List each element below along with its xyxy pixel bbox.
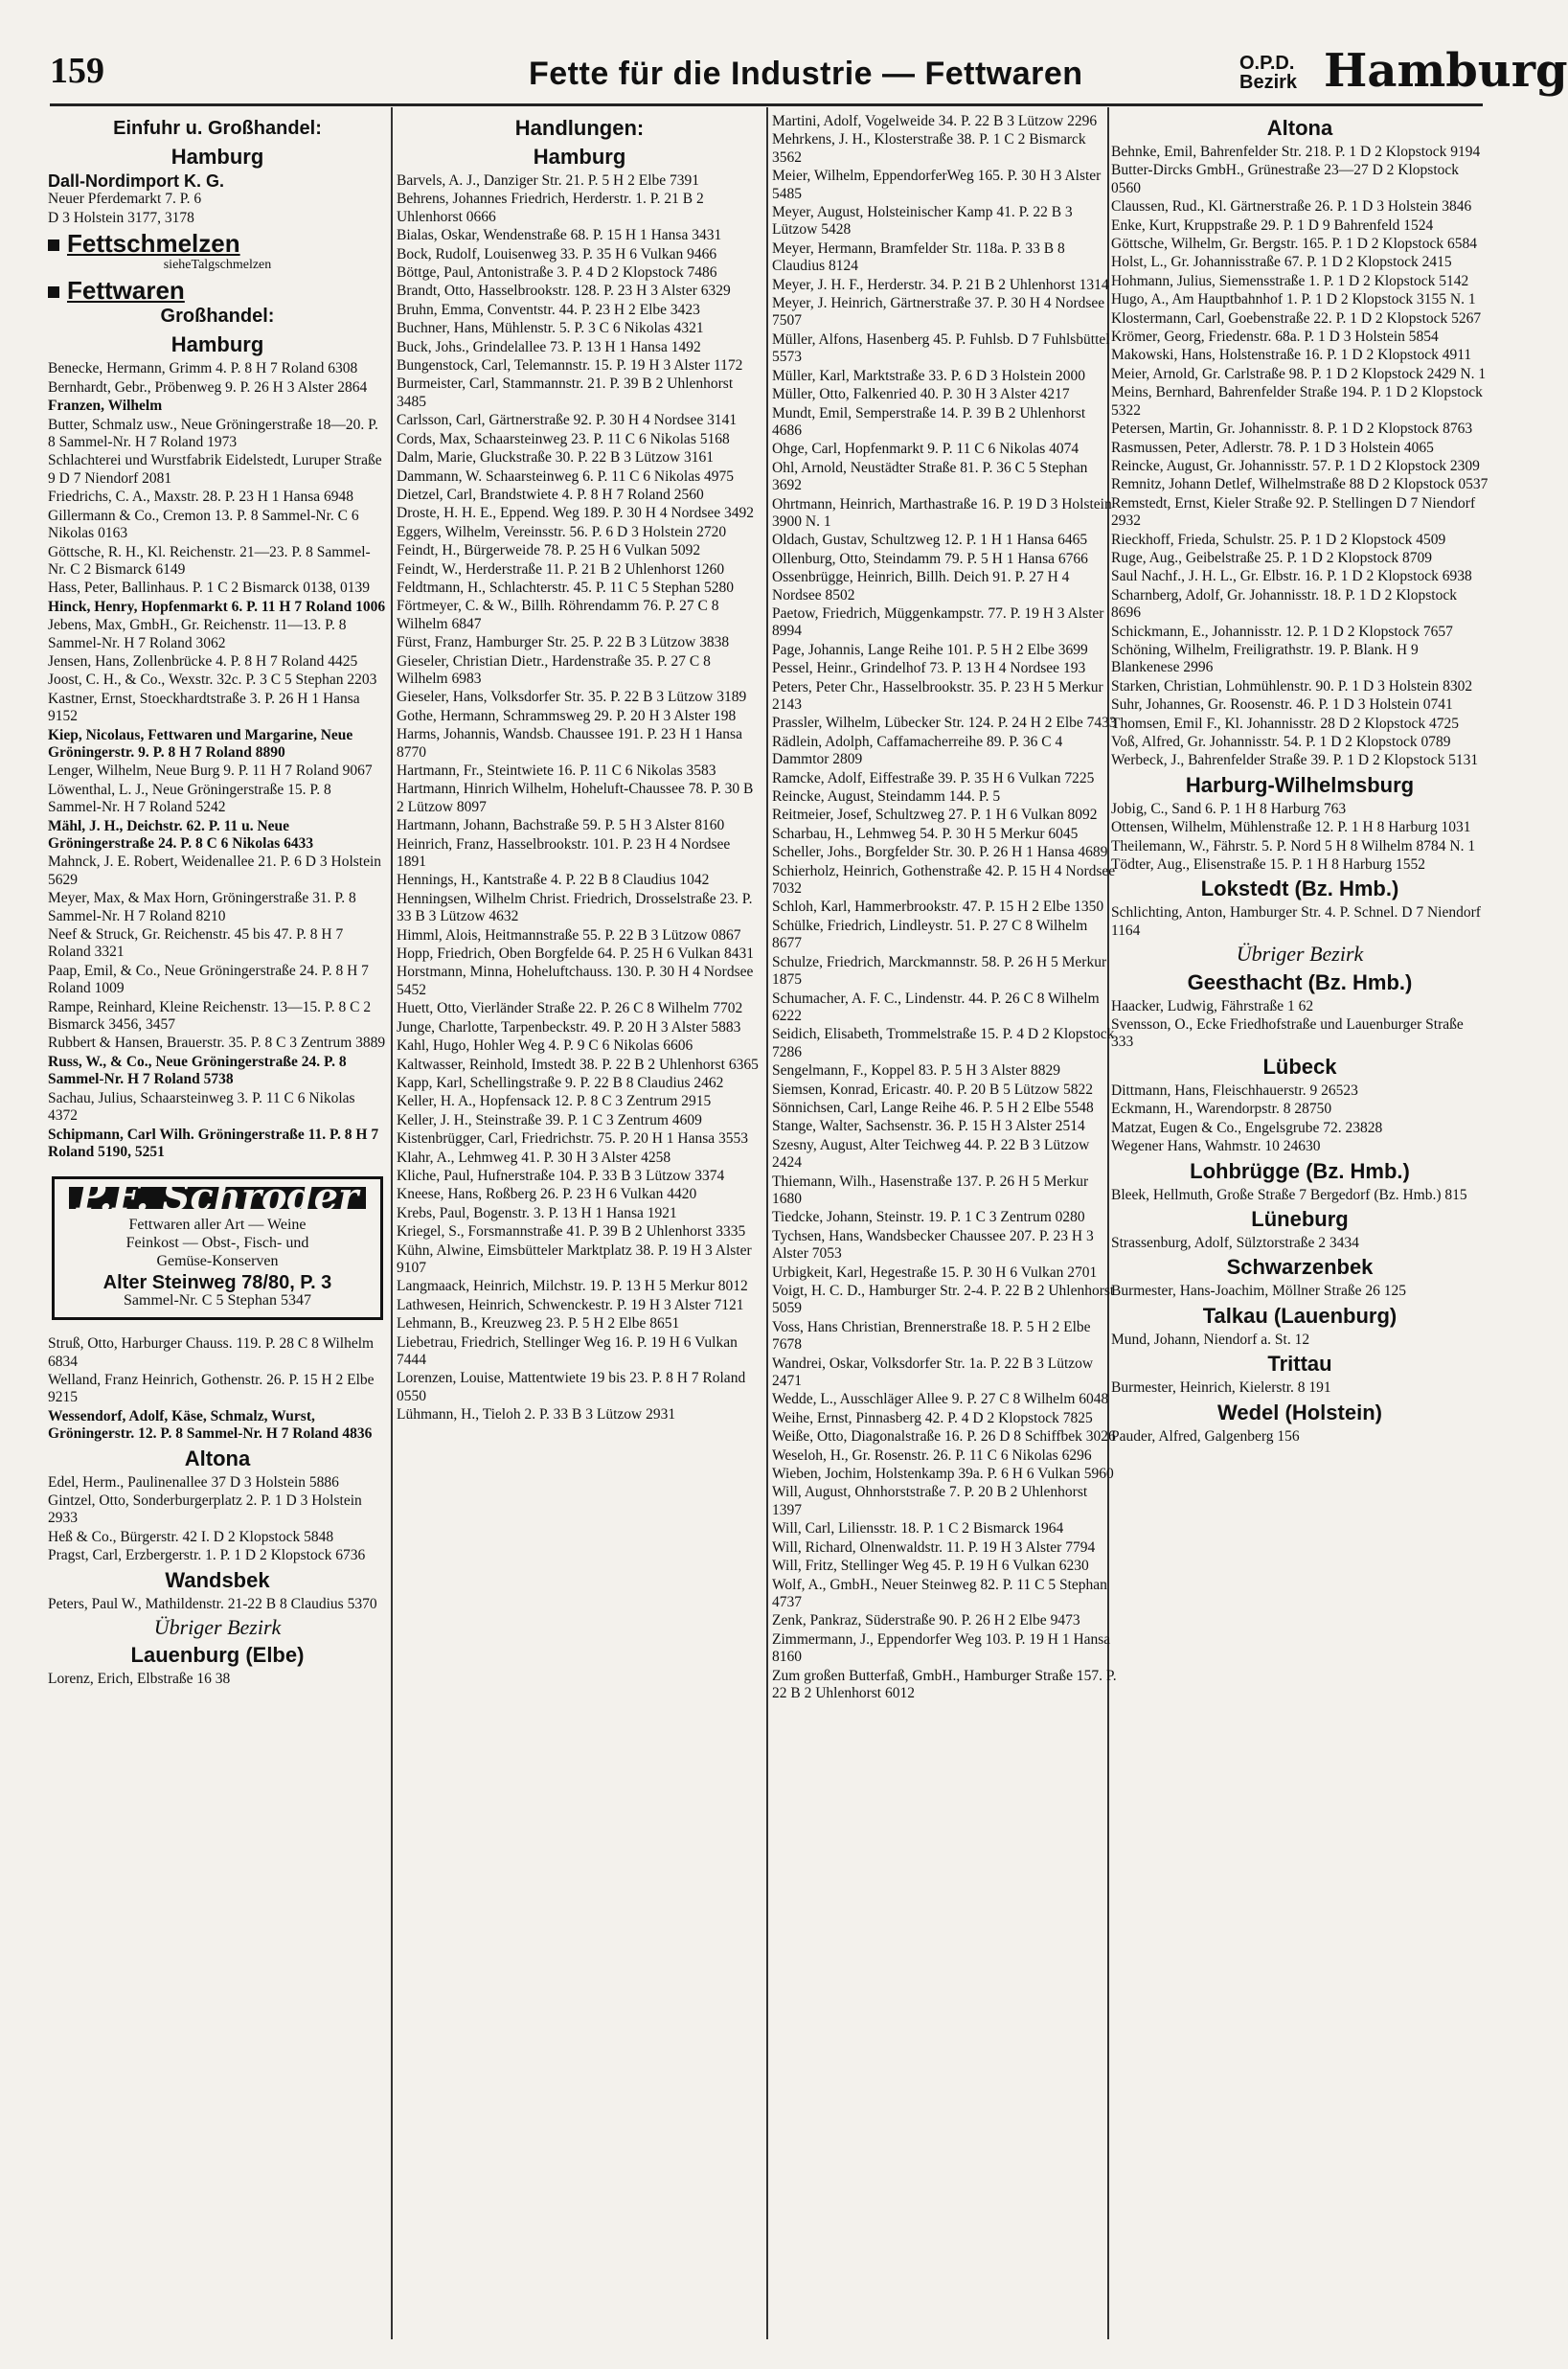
directory-entry: Scharbau, H., Lehmweg 54. P. 30 H 5 Merkur 6045 xyxy=(772,825,1079,842)
ad-phone: Sammel-Nr. C 5 Stephan 5347 xyxy=(124,1292,311,1310)
heading-altona: Altona xyxy=(184,1446,251,1470)
directory-entry: D 3 Holstein 3177, 3178 xyxy=(48,209,194,226)
directory-entry: Cords, Max, Schaarsteinweg 23. P. 11 C 6 Nikolas 5168 xyxy=(397,430,730,447)
lohbruegge-list xyxy=(1111,1187,1488,1204)
heading-lueneburg: Lüneburg xyxy=(1251,1206,1349,1231)
heading-uebriger-bezirk: Übriger Bezirk xyxy=(1236,942,1364,967)
directory-entry: Müller, Otto, Falkenried 40. P. 30 H 3 Alster 4217 xyxy=(772,386,1070,403)
directory-entry: Meier, Wilhelm, EppendorferWeg 165. P. 30 H 3 Alster 5485 xyxy=(772,168,1102,202)
directory-entry: Lathwesen, Heinrich, Schwenckestr. P. 19 H 3 Alster 7121 xyxy=(397,1296,744,1313)
harburg-list xyxy=(1111,801,1488,875)
directory-entry: Friedrichs, C. A., Maxstr. 28. P. 23 H 1 Hansa 6948 xyxy=(48,489,354,506)
directory-entry: Rieckhoff, Frieda, Schulstr. 25. P. 1 D 2 Klopstock 4509 xyxy=(1111,531,1446,548)
directory-entry: Jobig, C., Sand 6. P. 1 H 8 Harburg 763 xyxy=(1111,800,1347,817)
directory-entry: Holst, L., Gr. Johannisstraße 67. P. 1 D 2 Klopstock 2415 xyxy=(1111,254,1452,271)
directory-entry: Schlichting, Anton, Hamburger Str. 4. P. Schnel. D 7 Niendorf 1164 xyxy=(1111,904,1481,939)
directory-entry: Wandrei, Oskar, Volksdorfer Str. 1a. P. 22 B 3 Lützow 2471 xyxy=(772,1355,1094,1390)
directory-entry: Bungenstock, Carl, Telemannstr. 15. P. 19 H 3 Alster 1172 xyxy=(397,357,743,375)
directory-entry: Will, Fritz, Stellinger Weg 45. P. 19 H 6 Vulkan 6230 xyxy=(772,1558,1089,1575)
directory-entry: Schöning, Wilhelm, Freiligrathstr. 19. P. Blank. H 9 Blankenese 2996 xyxy=(1111,641,1419,676)
directory-entry: Göttsche, R. H., Kl. Reichenstr. 21—23. P. 8 Sammel-Nr. C 2 Bismarck 6149 xyxy=(48,543,371,578)
heading-altona: Altona xyxy=(1266,116,1333,140)
directory-entry: Dalm, Marie, Gluckstraße 30. P. 22 B 3 Lützow 3161 xyxy=(397,449,715,467)
import-list xyxy=(48,172,387,227)
directory-entry: Buchner, Hans, Mühlenstr. 5. P. 3 C 6 Nikolas 4321 xyxy=(397,320,704,337)
column-1 xyxy=(48,113,387,2345)
directory-entry: Meyer, J. H. F., Herderstr. 34. P. 21 B 2 Uhlenhorst 1314 xyxy=(772,276,1109,293)
talkau-list xyxy=(1111,1332,1488,1349)
directory-entry: Carlsson, Carl, Gärtnerstraße 92. P. 30 H 4 Nordsee 3141 xyxy=(397,412,738,429)
directory-entry: Burmester, Heinrich, Kielerstr. 8 191 xyxy=(1111,1379,1331,1397)
directory-entry: Hartmann, Fr., Steintwiete 16. P. 11 C 6 Nikolas 3583 xyxy=(397,763,716,779)
directory-entry: Strassenburg, Adolf, Sülztorstraße 2 3434 xyxy=(1111,1234,1359,1251)
directory-entry: Ruge, Aug., Geibelstraße 25. P. 1 D 2 Klopstock 8709 xyxy=(1111,549,1432,566)
opd-line-2: Bezirk xyxy=(1239,72,1298,93)
directory-entry: Schloh, Karl, Hammerbrookstr. 47. P. 15 H 2 Elbe 1350 xyxy=(772,899,1104,916)
directory-entry: Butter-Dircks GmbH., Grünestraße 23—27 D 2 Klopstock 0560 xyxy=(1111,162,1460,196)
ad-line: Gemüse-Konserven xyxy=(156,1252,279,1269)
directory-entry: Förtmeyer, C. & W., Billh. Röhrendamm 76. P. 27 C 8 Wilhelm 6847 xyxy=(397,598,719,632)
wedel-list xyxy=(1111,1428,1488,1446)
directory-entry: Joost, C. H., & Co., Wexstr. 32c. P. 3 C 5 Stephan 2203 xyxy=(48,672,377,689)
ad-line: Feinkost — Obst-, Fisch- und xyxy=(125,1234,309,1251)
directory-entry: Benecke, Hermann, Grimm 4. P. 8 H 7 Roland 6308 xyxy=(48,360,358,377)
directory-entry: Paetow, Friedrich, Müggenkampstr. 77. P. 19 H 3 Alster 8994 xyxy=(772,604,1104,640)
directory-entry: Russ, W., & Co., Neue Gröningerstraße 24. P. 8 Sammel-Nr. H 7 Roland 5738 xyxy=(48,1053,347,1088)
column-divider xyxy=(766,107,768,2339)
directory-entry: Szesny, August, Alter Teichweg 44. P. 22 B 3 Lützow 2424 xyxy=(772,1136,1090,1172)
directory-entry: Thiemann, Wilh., Hasenstraße 137. P. 26 H 5 Merkur 1680 xyxy=(772,1173,1089,1207)
heading-lauenburg: Lauenburg (Elbe) xyxy=(130,1643,305,1668)
directory-entry: Zenk, Pankraz, Süderstraße 90. P. 26 H 2 Elbe 9473 xyxy=(772,1612,1080,1629)
directory-entry: Stange, Walter, Sachsenstr. 36. P. 15 H 3 Alster 2514 xyxy=(772,1118,1085,1135)
altona-list xyxy=(1111,144,1488,770)
directory-entry: Peters, Peter Chr., Hasselbrookstr. 35. P. 23 H 5 Merkur 2143 xyxy=(772,678,1103,713)
directory-entry: Voigt, H. C. D., Hamburger Str. 2-4. P. 22 B 2 Uhlenhorst 5059 xyxy=(772,1283,1115,1317)
directory-entry: Rampe, Reinhard, Kleine Reichenstr. 13—15. P. 8 C 2 Bismarck 3456, 3457 xyxy=(48,998,372,1034)
directory-entry: Fürst, Franz, Hamburger Str. 25. P. 22 B 3 Lützow 3838 xyxy=(397,634,730,651)
directory-entry: Matzat, Eugen & Co., Engelsgrube 72. 23828 xyxy=(1111,1119,1383,1136)
directory-entry: Böttge, Paul, Antonistraße 3. P. 4 D 2 Klopstock 7486 xyxy=(397,264,717,282)
directory-entry: Lorenz, Erich, Elbstraße 16 38 xyxy=(48,1671,231,1688)
header-rule xyxy=(50,103,1483,106)
directory-entry: Mehrkens, J. H., Klosterstraße 38. P. 1 C 2 Bismarck 3562 xyxy=(772,131,1086,166)
directory-entry: Weiße, Otto, Diagonalstraße 16. P. 26 D 8 Schiffbek 3026 xyxy=(772,1428,1116,1446)
directory-entry: Harms, Johannis, Wandsb. Chaussee 191. P. 23 H 1 Hansa 8770 xyxy=(397,726,742,761)
directory-entry: Ohl, Arnold, Neustädter Straße 81. P. 36 C 5 Stephan 3692 xyxy=(772,459,1088,494)
directory-entry: Huett, Otto, Vierländer Straße 22. P. 26 C 8 Wilhelm 7702 xyxy=(397,1000,743,1017)
heading-talkau: Talkau (Lauenburg) xyxy=(1202,1303,1398,1328)
directory-entry: Jebens, Max, GmbH., Gr. Reichenstr. 11—13. P. 8 Sammel-Nr. H 7 Roland 3062 xyxy=(48,617,347,651)
directory-entry: Saul Nachf., J. H. L., Gr. Elbstr. 16. P. 1 D 2 Klopstock 6938 xyxy=(1111,568,1472,585)
directory-entry: Mundt, Emil, Semperstraße 14. P. 39 B 2 Uhlenhorst 4686 xyxy=(772,404,1086,439)
directory-entry: Siemsen, Konrad, Ericastr. 40. P. 20 B 5 Lützow 5822 xyxy=(772,1081,1093,1098)
directory-entry: Burmester, Hans-Joachim, Möllner Straße 26 125 xyxy=(1111,1283,1407,1300)
directory-entry: Kapp, Karl, Schellingstraße 9. P. 22 B 8 Claudius 2462 xyxy=(397,1074,724,1091)
directory-entry: Heß & Co., Bürgerstr. 42 I. D 2 Klopstock 5848 xyxy=(48,1528,334,1545)
directory-entry: Pragst, Carl, Erzbergerstr. 1. P. 1 D 2 Klopstock 6736 xyxy=(48,1547,366,1564)
heading-import-city: Hamburg xyxy=(170,145,264,169)
directory-entry: Werbeck, J., Bahrenfelder Straße 39. P. 1 D 2 Klopstock 5131 xyxy=(1111,752,1479,769)
directory-entry: Will, August, Ohnhorststraße 7. P. 20 B 2 Uhlenhorst 1397 xyxy=(772,1484,1088,1518)
directory-entry: Kühn, Alwine, Eimsbütteler Marktplatz 38. P. 19 H 3 Alster 9107 xyxy=(397,1241,752,1276)
heading-trittau: Trittau xyxy=(1267,1352,1332,1377)
directory-entry: Reincke, August, Gr. Johannisstr. 57. P. 1 D 2 Klopstock 2309 xyxy=(1111,457,1480,474)
directory-entry: Lehmann, B., Kreuzweg 23. P. 5 H 2 Elbe 8651 xyxy=(397,1315,680,1333)
directory-entry: Pessel, Heinr., Grindelhof 73. P. 13 H 4 Nordsee 193 xyxy=(772,660,1086,677)
directory-entry: Schlachterei und Wurstfabrik Eidelstedt, Luruper Straße 9 D 7 Niendorf 2081 xyxy=(48,452,382,487)
section-fettschmelzen-label: Fettschmelzen xyxy=(67,229,240,259)
directory-entry: Hopp, Friedrich, Oben Borgfelde 64. P. 25 H 6 Vulkan 8431 xyxy=(397,945,755,963)
directory-entry: Barvels, A. J., Danziger Str. 21. P. 5 H 2 Elbe 7391 xyxy=(397,172,700,189)
directory-entry: Behnke, Emil, Bahrenfelder Str. 218. P. 1 D 2 Klopstock 9194 xyxy=(1111,144,1481,160)
ad-address: Alter Steinweg 78/80, P. 3 xyxy=(102,1271,332,1293)
ad-logo: P.F. Schröder xyxy=(69,1187,366,1208)
heading-lohbruegge: Lohbrügge (Bz. Hmb.) xyxy=(1190,1158,1410,1183)
directory-entry: Dall-Nordimport K. G. xyxy=(48,171,224,191)
heading-schwarzenbek: Schwarzenbek xyxy=(1226,1255,1374,1280)
directory-entry: Edel, Herm., Paulinenallee 37 D 3 Holstein 5886 xyxy=(48,1473,339,1491)
luebeck-list xyxy=(1111,1082,1488,1156)
directory-entry: Tödter, Aug., Elisenstraße 15. P. 1 H 8 Harburg 1552 xyxy=(1111,856,1425,874)
directory-entry: Heinrich, Franz, Hasselbrookstr. 101. P. 23 H 4 Nordsee 1891 xyxy=(397,835,731,871)
directory-entry: Keller, J. H., Steinstraße 39. P. 1 C 3 Zentrum 4609 xyxy=(397,1111,702,1128)
directory-entry: Wieben, Jochim, Holstenkamp 39a. P. 6 H 6 Vulkan 5960 xyxy=(772,1466,1114,1483)
bullet-icon xyxy=(48,286,59,298)
directory-entry: Ohge, Carl, Hopfenmarkt 9. P. 11 C 6 Nikolas 4074 xyxy=(772,441,1079,458)
directory-entry: Mahnck, J. E. Robert, Weidenallee 21. P. 6 D 3 Holstein 5629 xyxy=(48,854,382,888)
heading-handlungen-city: Hamburg xyxy=(533,145,626,169)
directory-entry: Ohrtmann, Heinrich, Marthastraße 16. P. 19 D 3 Holstein 3900 N. 1 xyxy=(772,495,1112,530)
directory-entry: Schumacher, A. F. C., Lindenstr. 44. P. 26 C 8 Wilhelm 6222 xyxy=(772,990,1100,1024)
column-2 xyxy=(397,113,762,2345)
directory-entry: Meyer, Max, & Max Horn, Gröningerstraße 31. P. 8 Sammel-Nr. H 7 Roland 8210 xyxy=(48,890,356,924)
directory-entry: Svensson, O., Ecke Friedhofstraße und Lauenburger Straße 333 xyxy=(1111,1016,1464,1051)
directory-entry: Pauder, Alfred, Galgenberg 156 xyxy=(1111,1427,1300,1445)
directory-entry: Meins, Bernhard, Bahrenfelder Straße 194. P. 1 D 2 Klopstock 5322 xyxy=(1111,384,1483,419)
directory-entry: Butter, Schmalz usw., Neue Gröningerstraße 18—20. P. 8 Sammel-Nr. H 7 Roland 1973 xyxy=(48,416,378,451)
grosshandel-list xyxy=(48,360,387,1161)
directory-entry: Weihe, Ernst, Pinnasberg 42. P. 4 D 2 Klopstock 7825 xyxy=(772,1409,1093,1426)
directory-entry: Behrens, Johannes Friedrich, Herderstr. 1. P. 21 B 2 Uhlenhorst 0666 xyxy=(397,191,704,225)
directory-entry: Klostermann, Carl, Goebenstraße 22. P. 1 D 2 Klopstock 5267 xyxy=(1111,309,1482,327)
heading-luebeck: Lübeck xyxy=(1262,1054,1337,1079)
directory-entry: Enke, Kurt, Kruppstraße 29. P. 1 D 9 Bahrenfeld 1524 xyxy=(1111,216,1434,234)
section-fettwaren-label: Fettwaren xyxy=(67,276,185,306)
opd-line-1: O.P.D. xyxy=(1239,53,1295,74)
column-3 xyxy=(772,113,1119,2345)
bullet-icon xyxy=(48,239,59,251)
heading-lokstedt: Lokstedt (Bz. Hmb.) xyxy=(1200,877,1399,901)
heading-harburg: Harburg-Wilhelmsburg xyxy=(1185,772,1415,797)
directory-entry: Will, Richard, Olnenwaldstr. 11. P. 19 H 3 Alster 7794 xyxy=(772,1538,1096,1556)
directory-entry: Bruhn, Emma, Conventstr. 44. P. 23 H 2 Elbe 3423 xyxy=(397,301,700,318)
directory-entry: Scharnberg, Adolf, Gr. Johannisstr. 18. P. 1 D 2 Klopstock 8696 xyxy=(1111,586,1457,622)
trittau-list xyxy=(1111,1379,1488,1397)
directory-entry: Buck, Johs., Grindelallee 73. P. 13 H 1 Hansa 1492 xyxy=(397,338,701,355)
schroeder-advertisement xyxy=(52,1176,383,1320)
directory-entry: Müller, Alfons, Hasenberg 45. P. Fuhlsb. D 7 Fuhlsbüttel 5573 xyxy=(772,330,1110,366)
directory-entry: Neuer Pferdemarkt 7. P. 6 xyxy=(48,191,202,208)
directory-entry: Gothe, Hermann, Schrammsweg 29. P. 20 H 3 Alster 198 xyxy=(397,707,737,724)
directory-entry: Keller, H. A., Hopfensack 12. P. 8 C 3 Zentrum 2915 xyxy=(397,1093,712,1110)
directory-entry: Martini, Adolf, Vogelweide 34. P. 22 B 3 Lützow 2296 xyxy=(772,113,1098,129)
directory-entry: Bock, Rudolf, Louisenweg 33. P. 35 H 6 Vulkan 9466 xyxy=(397,245,717,262)
page-header xyxy=(50,44,1568,111)
directory-entry: Weseloh, H., Gr. Rosenstr. 26. P. 11 C 6 Nikolas 6296 xyxy=(772,1446,1092,1464)
directory-entry: Hugo, A., Am Hauptbahnhof 1. P. 1 D 2 Klopstock 3155 N. 1 xyxy=(1111,291,1476,308)
directory-entry: Sachau, Julius, Schaarsteinweg 3. P. 11 C 6 Nikolas 4372 xyxy=(48,1089,355,1125)
directory-entry: Dammann, W. Schaarsteinweg 6. P. 11 C 6 Nikolas 4975 xyxy=(397,467,735,485)
directory-entry: Schierholz, Heinrich, Gothenstraße 42. P. 15 H 4 Nordsee 7032 xyxy=(772,862,1116,898)
directory-entry: Oldach, Gustav, Schultzweg 12. P. 1 H 1 Hansa 6465 xyxy=(772,532,1088,549)
page-title: Fette für die Industrie — Fettwaren xyxy=(529,56,1083,92)
directory-entry: Mähl, J. H., Deichstr. 62. P. 11 u. Neue Gröningerstraße 24. P. 8 C 6 Nikolas 6433 xyxy=(48,817,314,852)
directory-entry: Franzen, Wilhelm xyxy=(48,398,163,415)
wandsbek-list xyxy=(48,1596,387,1613)
directory-entry: Krebs, Paul, Bogenstr. 3. P. 13 H 1 Hansa 1921 xyxy=(397,1204,677,1221)
directory-entry: Thomsen, Emil F., Kl. Johannisstr. 28 D 2 Klopstock 4725 xyxy=(1111,715,1460,732)
heading-grosshandel-city: Hamburg xyxy=(170,332,264,357)
directory-entry: Feindt, H., Bürgerweide 78. P. 25 H 6 Vulkan 5092 xyxy=(397,542,701,559)
heading-geesthacht: Geesthacht (Bz. Hmb.) xyxy=(1187,969,1413,994)
opd-label xyxy=(1239,54,1297,92)
lauenburg-list xyxy=(48,1671,387,1688)
directory-entry: Reitmeier, Josef, Schultzweg 27. P. 1 H 6 Vulkan 8092 xyxy=(772,807,1098,824)
directory-entry: Scheller, Johs., Borgfelder Str. 30. P. 26 H 1 Hansa 4689 xyxy=(772,844,1108,861)
directory-entry: Droste, H. H. E., Eppend. Weg 189. P. 30 H 4 Nordsee 3492 xyxy=(397,505,755,522)
directory-entry: Zum großen Butterfaß, GmbH., Hamburger Straße 157. P. 22 B 2 Uhlenhorst 6012 xyxy=(772,1667,1117,1701)
directory-entry: Meier, Arnold, Gr. Carlstraße 98. P. 1 D 2 Klopstock 2429 N. 1 xyxy=(1111,365,1487,382)
directory-entry: Schulze, Friedrich, Marckmannstr. 58. P. 26 H 5 Merkur 1875 xyxy=(772,953,1107,989)
ad-line: Fettwaren aller Art — Weine xyxy=(128,1216,307,1233)
directory-entry: Gintzel, Otto, Sonderburgerplatz 2. P. 1 D 3 Holstein 2933 xyxy=(48,1492,362,1527)
directory-entry: Theilemann, W., Fährstr. 5. P. Nord 5 H 8 Wilhelm 8784 N. 1 xyxy=(1111,837,1476,854)
directory-entry: Tychsen, Hans, Wandsbecker Chaussee 207. P. 23 H 3 Alster 7053 xyxy=(772,1227,1094,1263)
directory-entry: Löwenthal, L. J., Neue Gröningerstraße 15. P. 8 Sammel-Nr. H 7 Roland 5242 xyxy=(48,781,331,816)
directory-entry: Eckmann, H., Warendorpstr. 8 28750 xyxy=(1111,1101,1332,1118)
directory-entry: Urbigkeit, Karl, Hegestraße 15. P. 30 H 6 Vulkan 2701 xyxy=(772,1264,1098,1281)
directory-entry: Bleek, Hellmuth, Große Straße 7 Bergedorf (Bz. Hmb.) 815 xyxy=(1111,1186,1467,1203)
directory-entry: Paap, Emil, & Co., Neue Gröningerstraße 24. P. 8 H 7 Roland 1009 xyxy=(48,962,369,997)
directory-entry: Wegener Hans, Wahmstr. 10 24630 xyxy=(1111,1138,1321,1155)
directory-entry: Dietzel, Carl, Brandstwiete 4. P. 8 H 7 Roland 2560 xyxy=(397,486,704,503)
directory-entry: Hartmann, Johann, Bachstraße 59. P. 5 H 3 Alster 8160 xyxy=(397,817,725,834)
page-number: 159 xyxy=(50,51,104,91)
directory-entry: Junge, Charlotte, Tarpenbeckstr. 49. P. 20 H 3 Alster 5883 xyxy=(397,1018,741,1036)
directory-entry: Ollenburg, Otto, Steindamm 79. P. 5 H 1 Hansa 6766 xyxy=(772,550,1088,567)
directory-entry: Liebetrau, Friedrich, Stellinger Weg 16. P. 19 H 6 Vulkan 7444 xyxy=(397,1333,738,1368)
schwarzenbek-list xyxy=(1111,1283,1488,1300)
directory-entry: Makowski, Hans, Holstenstraße 16. P. 1 D 2 Klopstock 4911 xyxy=(1111,347,1472,364)
directory-entry: Gieseler, Christian Dietr., Hardenstraße 35. P. 27 C 8 Wilhelm 6983 xyxy=(397,652,711,687)
directory-entry: Reincke, August, Steindamm 144. P. 5 xyxy=(772,788,1001,806)
directory-entry: Bialas, Oskar, Wendenstraße 68. P. 15 H 1 Hansa 3431 xyxy=(397,227,722,244)
directory-entry: Suhr, Johannes, Gr. Roosenstr. 46. P. 1 D 3 Holstein 0741 xyxy=(1111,696,1453,714)
directory-entry: Göttsche, Wilhelm, Gr. Bergstr. 165. P. 1 D 2 Klopstock 6584 xyxy=(1111,236,1477,253)
directory-entry: Feindt, W., Herderstraße 11. P. 21 B 2 Uhlenhorst 1260 xyxy=(397,560,725,578)
directory-entry: Schülke, Friedrich, Lindleystr. 51. P. 27 C 8 Wilhelm 8677 xyxy=(772,917,1088,952)
directory-entry: Claussen, Rud., Kl. Gärtnerstraße 26. P. 1 D 3 Holstein 3846 xyxy=(1111,198,1472,216)
heading-grosshandel: Großhandel: xyxy=(160,306,275,328)
directory-entry: Kliche, Paul, Hufnerstraße 104. P. 33 B 3 Lützow 3374 xyxy=(397,1167,725,1184)
directory-entry: Kastner, Ernst, Stoeckhardtstraße 3. P. 26 H 1 Hansa 9152 xyxy=(48,690,360,725)
heading-wandsbek: Wandsbek xyxy=(165,1567,270,1592)
directory-entry: Neef & Struck, Gr. Reichenstr. 45 bis 47. P. 8 H 7 Roland 3321 xyxy=(48,926,344,961)
directory-entry: Brandt, Otto, Hasselbrookstr. 128. P. 23 H 3 Alster 6329 xyxy=(397,283,731,300)
directory-entry: Lühmann, H., Tieloh 2. P. 33 B 3 Lützow 2931 xyxy=(397,1406,676,1424)
directory-entry: Kahl, Hugo, Hohler Weg 4. P. 9 C 6 Nikolas 6606 xyxy=(397,1037,693,1055)
directory-entry: Remstedt, Ernst, Kieler Straße 92. P. Stellingen D 7 Niendorf 2932 xyxy=(1111,494,1476,530)
directory-entry: Schipmann, Carl Wilh. Gröningerstraße 11. P. 8 H 7 Roland 5190, 5251 xyxy=(48,1126,379,1160)
directory-entry: Horstmann, Minna, Hoheluftchauss. 130. P. 30 H 4 Nordsee 5452 xyxy=(397,964,754,998)
directory-entry: Petersen, Martin, Gr. Johannisstr. 8. P. 1 D 2 Klopstock 8763 xyxy=(1111,421,1473,438)
directory-entry: Henningsen, Wilhelm Christ. Friedrich, Drosselstraße 23. P. 33 B 3 Lützow 4632 xyxy=(397,890,753,925)
directory-entry: Prassler, Wilhelm, Lübecker Str. 124. P. 24 H 2 Elbe 7433 xyxy=(772,715,1117,732)
directory-entry: Krömer, Georg, Friedenstr. 68a. P. 1 D 3 Holstein 5854 xyxy=(1111,329,1439,346)
directory-entry: Voss, Hans Christian, Brennerstraße 18. P. 5 H 2 Elbe 7678 xyxy=(772,1318,1091,1354)
directory-entry: Voß, Alfred, Gr. Johannisstr. 54. P. 1 D 2 Klopstock 0789 xyxy=(1111,734,1451,750)
fettschmelzen-ref: sieheTalgschmelzen xyxy=(163,257,272,272)
directory-entry: Lorenzen, Louise, Mattentwiete 19 bis 23. P. 8 H 7 Roland 0550 xyxy=(397,1370,746,1404)
directory-entry: Rubbert & Hansen, Brauerstr. 35. P. 8 C 3 Zentrum 3889 xyxy=(48,1035,386,1052)
directory-entry: Welland, Franz Heinrich, Gothenstr. 26. P. 15 H 2 Elbe 9215 xyxy=(48,1371,375,1406)
directory-entry: Ramcke, Adolf, Eiffestraße 39. P. 35 H 6 Vulkan 7225 xyxy=(772,769,1095,786)
handlungen-list-continued xyxy=(772,113,1119,1702)
directory-entry: Lenger, Wilhelm, Neue Burg 9. P. 11 H 7 Roland 9067 xyxy=(48,763,373,780)
directory-entry: Gillermann & Co., Cremon 13. P. 8 Sammel-Nr. C 6 Nikolas 0163 xyxy=(48,507,359,542)
directory-entry: Starken, Christian, Lohmühlenstr. 90. P. 1 D 3 Holstein 8302 xyxy=(1111,677,1473,695)
directory-entry: Burmeister, Carl, Stammannstr. 21. P. 39 B 2 Uhlenhorst 3485 xyxy=(397,376,734,410)
directory-entry: Schickmann, E., Johannisstr. 12. P. 1 D 2 Klopstock 7657 xyxy=(1111,623,1453,640)
directory-entry: Peters, Paul W., Mathildenstr. 21-22 B 8 Claudius 5370 xyxy=(48,1595,377,1612)
directory-entry: Rasmussen, Peter, Adlerstr. 78. P. 1 D 3 Holstein 4065 xyxy=(1111,439,1434,456)
directory-entry: Zimmermann, J., Eppendorfer Weg 103. P. 19 H 1 Hansa 8160 xyxy=(772,1630,1111,1666)
directory-entry: Wolf, A., GmbH., Neuer Steinweg 82. P. 11 C 5 Stephan 4737 xyxy=(772,1576,1107,1610)
directory-entry: Gieseler, Hans, Volksdorfer Str. 35. P. 22 B 3 Lützow 3189 xyxy=(397,689,747,706)
directory-entry: Kiep, Nicolaus, Fettwaren und Margarine, Neue Gröningerstr. 9. P. 8 H 7 Roland 8890 xyxy=(48,726,353,761)
directory-entry: Hartmann, Hinrich Wilhelm, Hoheluft-Chaussee 78. P. 30 B 2 Lützow 8097 xyxy=(397,781,754,815)
directory-entry: Sengelmann, F., Koppel 83. P. 5 H 3 Alster 8829 xyxy=(772,1062,1061,1080)
column-divider xyxy=(391,107,393,2339)
directory-entry: Kaltwasser, Reinhold, Imstedt 38. P. 22 B 2 Uhlenhorst 6365 xyxy=(397,1056,759,1073)
lokstedt-list xyxy=(1111,904,1488,940)
directory-entry: Wessendorf, Adolf, Käse, Schmalz, Wurst, Gröningerstr. 12. P. 8 Sammel-Nr. H 7 Roland 4836 xyxy=(48,1407,373,1443)
directory-entry: Ossenbrügge, Heinrich, Billh. Deich 91. P. 27 H 4 Nordsee 8502 xyxy=(772,569,1070,604)
directory-entry: Kistenbrügger, Carl, Friedrichstr. 75. P. 20 H 1 Hansa 3553 xyxy=(397,1130,749,1148)
directory-entry: Meyer, August, Holsteinischer Kamp 41. P. 22 B 3 Lützow 5428 xyxy=(772,204,1073,239)
directory-entry: Page, Johannis, Lange Reihe 101. P. 5 H 2 Elbe 3699 xyxy=(772,641,1088,658)
directory-entry: Müller, Karl, Marktstraße 33. P. 6 D 3 Holstein 2000 xyxy=(772,367,1085,384)
directory-entry: Himml, Alois, Heitmannstraße 55. P. 22 B 3 Lützow 0867 xyxy=(397,926,741,944)
directory-entry: Hinck, Henry, Hopfenmarkt 6. P. 11 H 7 Roland 1006 xyxy=(48,598,386,615)
lueneburg-list xyxy=(1111,1235,1488,1252)
directory-entry: Kneese, Hans, Roßberg 26. P. 23 H 6 Vulkan 4420 xyxy=(397,1186,697,1203)
directory-entry: Kriegel, S., Forsmannstraße 41. P. 39 B 2 Uhlenhorst 3335 xyxy=(397,1223,746,1241)
directory-entry: Seidich, Elisabeth, Trommelstraße 15. P. 4 D 2 Klopstock 7286 xyxy=(772,1026,1115,1060)
directory-entry: Dittmann, Hans, Fleischhauerstr. 9 26523 xyxy=(1111,1082,1358,1099)
altona-list xyxy=(48,1474,387,1565)
directory-entry: Ottensen, Wilhelm, Mühlenstraße 12. P. 1 H 8 Harburg 1031 xyxy=(1111,819,1471,836)
directory-entry: Rädlein, Adolph, Caffamacherreihe 89. P. 36 C 4 Dammtor 2809 xyxy=(772,733,1063,768)
directory-entry: Will, Carl, Liliensstr. 18. P. 1 C 2 Bismarck 1964 xyxy=(772,1520,1064,1538)
geesthacht-list xyxy=(1111,998,1488,1052)
section-fettwaren xyxy=(48,276,387,306)
column-4 xyxy=(1111,113,1488,2345)
directory-entry: Hennings, H., Kantstraße 4. P. 22 B 8 Claudius 1042 xyxy=(397,872,710,889)
directory-entry: Sönnichsen, Carl, Lange Reihe 46. P. 5 H 2 Elbe 5548 xyxy=(772,1099,1094,1116)
handlungen-list xyxy=(397,172,762,1424)
directory-entry: Feldtmann, H., Schlachterstr. 45. P. 11 C 5 Stephan 5280 xyxy=(397,579,735,596)
section-fettschmelzen xyxy=(48,229,387,259)
directory-entry: Langmaack, Heinrich, Milchstr. 19. P. 13 H 5 Merkur 8012 xyxy=(397,1278,748,1295)
directory-entry: Bernhardt, Gebr., Pröbenweg 9. P. 26 H 3 Alster 2864 xyxy=(48,378,368,396)
directory-entry: Tiedcke, Johann, Steinstr. 19. P. 1 C 3 Zentrum 0280 xyxy=(772,1209,1085,1226)
heading-wedel: Wedel (Holstein) xyxy=(1217,1400,1382,1424)
directory-entry: Meyer, Hermann, Bramfelder Str. 118a. P. 33 B 8 Claudius 8124 xyxy=(772,239,1065,275)
directory-entry: Meyer, J. Heinrich, Gärtnerstraße 37. P. 30 H 4 Nordsee 7507 xyxy=(772,295,1105,330)
directory-entry: Mund, Johann, Niendorf a. St. 12 xyxy=(1111,1331,1310,1348)
grosshandel-list-2 xyxy=(48,1335,387,1443)
directory-entry: Eggers, Wilhelm, Vereinsstr. 56. P. 6 D 3 Holstein 2720 xyxy=(397,523,727,540)
heading-uebriger-bezirk: Übriger Bezirk xyxy=(153,1615,282,1639)
heading-handlungen: Handlungen: xyxy=(514,116,645,140)
city-title: Hamburg xyxy=(1324,44,1568,98)
directory-entry: Klahr, A., Lehmweg 41. P. 30 H 3 Alster 4258 xyxy=(397,1149,671,1166)
directory-entry: Haacker, Ludwig, Fährstraße 1 62 xyxy=(1111,997,1314,1014)
directory-entry: Hass, Peter, Ballinhaus. P. 1 C 2 Bismarck 0138, 0139 xyxy=(48,580,371,597)
directory-entry: Wedde, L., Ausschläger Allee 9. P. 27 C 8 Wilhelm 6048 xyxy=(772,1391,1109,1408)
directory-entry: Struß, Otto, Harburger Chauss. 119. P. 28 C 8 Wilhelm 6834 xyxy=(48,1335,375,1370)
directory-entry: Remnitz, Johann Detlef, Wilhelmstraße 88 D 2 Klopstock 0537 xyxy=(1111,476,1488,493)
directory-entry: Hohmann, Julius, Siemensstraße 1. P. 1 D 2 Klopstock 5142 xyxy=(1111,272,1469,289)
directory-entry: Jensen, Hans, Zollenbrücke 4. P. 8 H 7 Roland 4425 xyxy=(48,652,358,670)
heading-import: Einfuhr u. Großhandel: xyxy=(113,118,322,139)
